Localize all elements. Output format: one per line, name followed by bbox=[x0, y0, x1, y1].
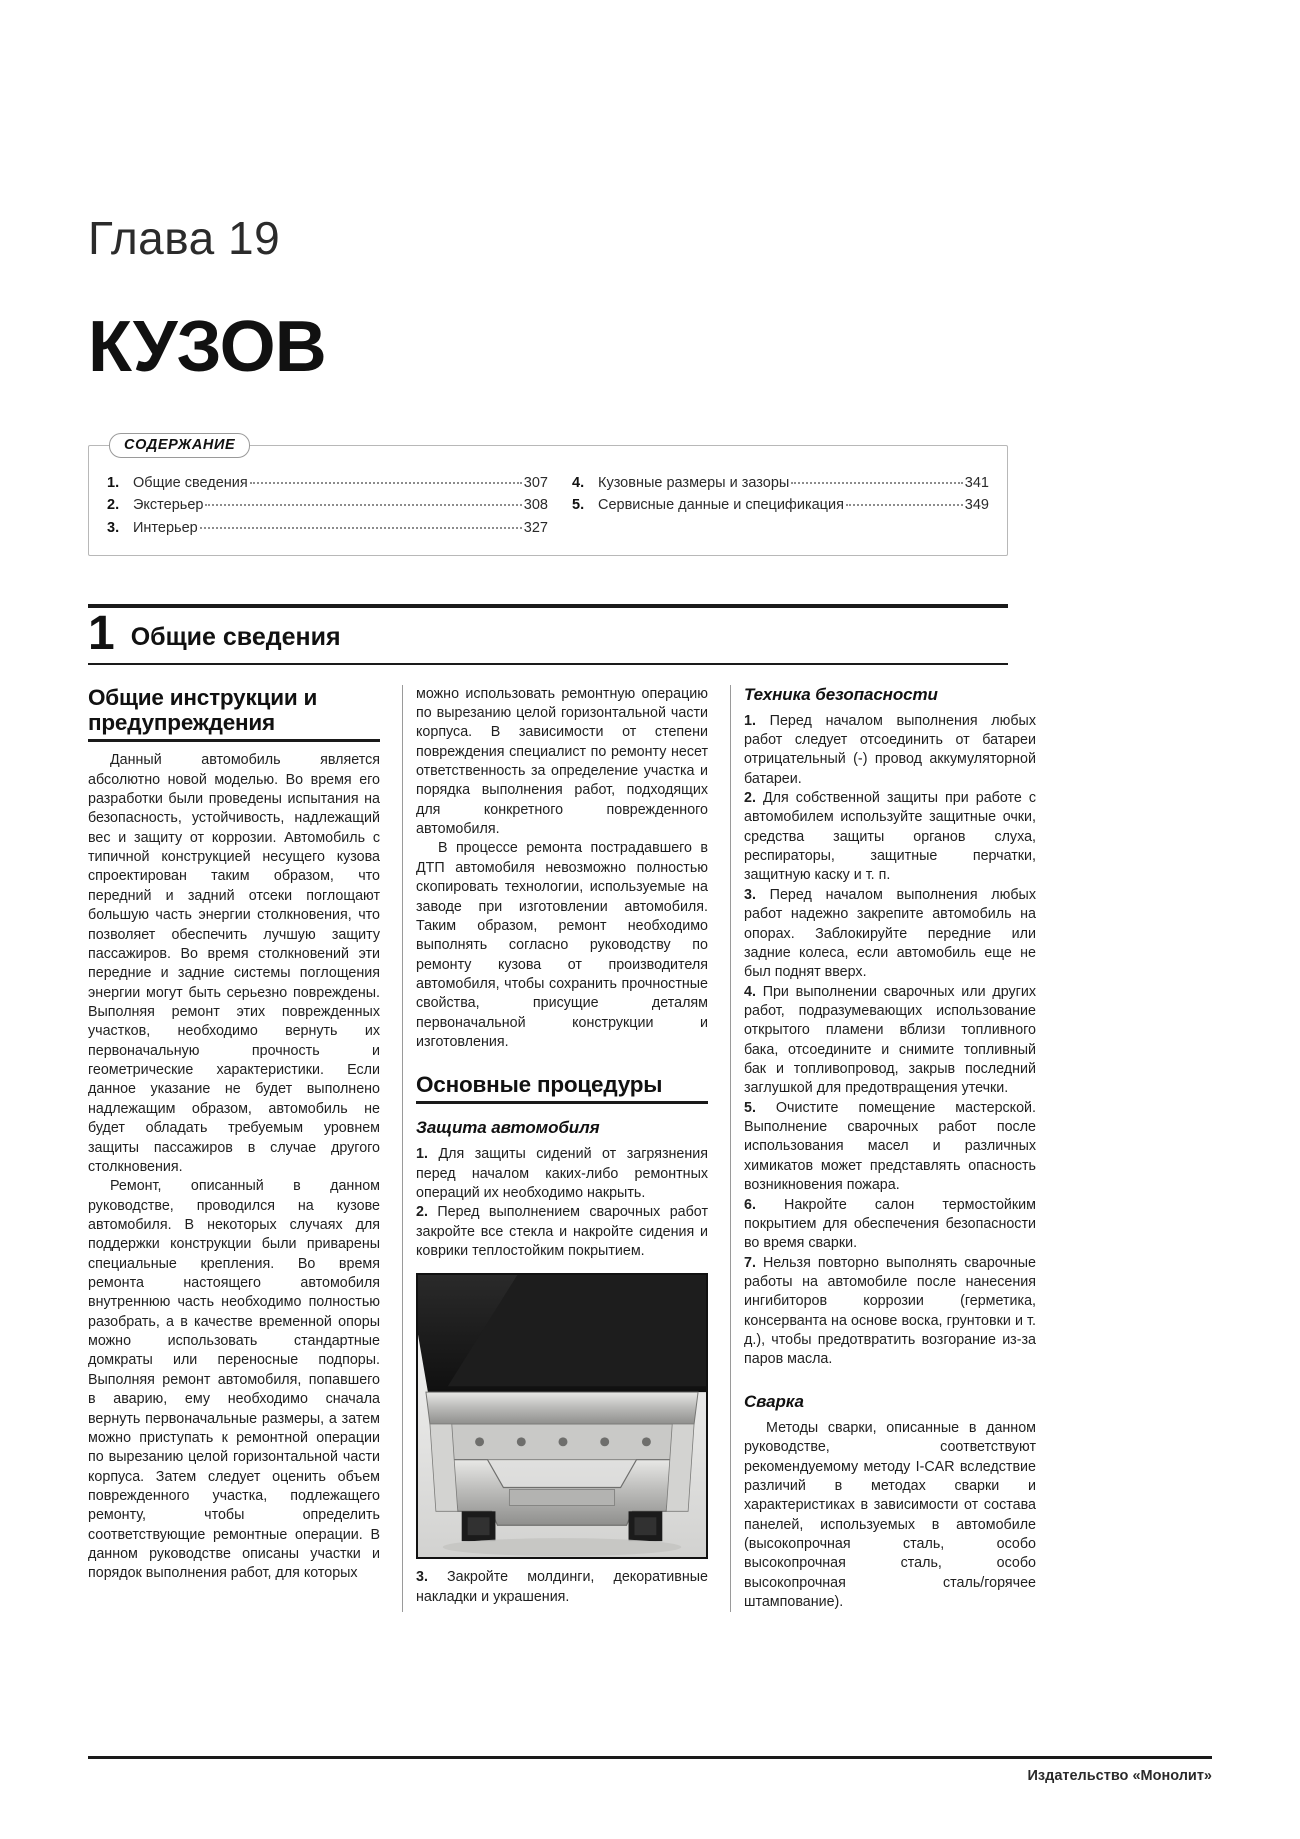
section-header bbox=[88, 604, 1008, 664]
col3-step-1-text: Перед началом выполнения любых работ следует отсоединить от батареи отрицательный (-) провод аккумуляторной батареи. bbox=[744, 712, 1036, 787]
col3-step-5-number: 5. bbox=[744, 1099, 756, 1116]
col3-step-7-number: 7. bbox=[744, 1254, 756, 1271]
col2-step-2-text: Перед выполнением сварочных работ закройте все стекла и накройте сидения и коврики теплостойким покрытием. bbox=[416, 1204, 708, 1260]
toc-entry-number: 5. bbox=[572, 497, 585, 514]
figure-caption-text: Закройте молдинги, декоративные накладки и украшения. bbox=[416, 1569, 708, 1605]
figure-caption-number: 3. bbox=[416, 1569, 428, 1586]
toc-entry-title: Общие сведения bbox=[133, 475, 248, 491]
toc-entry[interactable] bbox=[107, 494, 548, 516]
toc-entry-page: 341 bbox=[964, 475, 989, 491]
col3-step-7 bbox=[744, 1254, 1036, 1370]
col1-heading-rule bbox=[88, 739, 380, 742]
col3-step-5 bbox=[744, 1099, 1036, 1196]
body-columns bbox=[88, 684, 1036, 1613]
body-column-2 bbox=[402, 685, 708, 1613]
chapter-title: КУЗОВ bbox=[88, 307, 326, 387]
col3-heading-safety: Техника безопасности bbox=[744, 684, 938, 704]
toc-entry-number: 4. bbox=[572, 475, 585, 491]
col3-heading-welding: Сварка bbox=[744, 1391, 804, 1411]
toc-entry-number: 1. bbox=[107, 475, 120, 491]
col3-paragraph-1: Методы сварки, описанные в данном руководстве, соответствуют рекомендуемому методу I-CAR вследствие различий в методах сварки и характеристиках в зависимости от состава панелей, используемых в автомобиле (высокопрочная сталь, особо высокопрочная сталь, особо высокопрочная сталь/горячее штампование). bbox=[744, 1419, 1036, 1611]
toc-entry-title: Интерьер bbox=[133, 519, 198, 536]
col2-heading-rule bbox=[416, 1101, 708, 1104]
toc-entry-title: Сервисные данные и спецификация bbox=[598, 497, 844, 514]
body-column-3 bbox=[730, 685, 1036, 1613]
toc-leader-dots bbox=[250, 482, 522, 484]
footer-publisher: Издательство «Монолит» bbox=[1027, 1768, 1212, 1784]
toc-columns bbox=[107, 472, 989, 539]
figure-caption bbox=[416, 1568, 708, 1607]
toc-column-right bbox=[548, 472, 989, 539]
toc-leader-dots bbox=[846, 504, 963, 506]
toc-entry[interactable] bbox=[572, 472, 989, 494]
col3-step-3 bbox=[744, 886, 1036, 983]
body-column-1 bbox=[88, 685, 380, 1613]
col2-heading-main-procedures: Основные процедуры bbox=[416, 1072, 663, 1098]
toc-entry[interactable] bbox=[572, 494, 989, 516]
col2-heading-vehicle-protection: Защита автомобиля bbox=[416, 1118, 600, 1138]
page-content bbox=[88, 0, 1036, 1612]
chapter-label: Глава 19 bbox=[88, 212, 281, 264]
col1-paragraph-1: Данный автомобиль является абсолютно новой моделью. Во время его разработки были проведены испытания на безопасность, устойчивость, надлежащий вес и защиту от коррозии. Автомобиль с типичной конструкцией несущего кузова спроектирован таким образом, что передний и задний отсеки поглощают большую часть энергии столкновения, что позволяет обеспечить лучшую защиту пассажиров. Во время столкновений эти передние и задние системы поглощения энергии могут быть серьезно повреждены. Выполняя ремонт этих поврежденных участков, необходимо вернуть их первоначальную прочность и геометрические характеристики. Если данное указание не будет выполнено надлежащим образом, автомобиль не будет обладать требуемым уровнем защиты пассажиров в случае другого столкновения. bbox=[88, 752, 380, 1175]
figure-vehicle-front-structure-photo bbox=[416, 1273, 708, 1559]
col2-step-1-text: Для защиты сидений от загрязнения перед началом каких-либо ремонтных операций их необходимо накрыть. bbox=[416, 1146, 708, 1201]
toc-tab-label: СОДЕРЖАНИЕ bbox=[109, 433, 250, 458]
toc-leader-dots bbox=[200, 527, 522, 529]
table-of-contents bbox=[88, 437, 1008, 556]
col2-step-1 bbox=[416, 1145, 708, 1203]
col2-paragraph-1: можно использовать ремонтную операцию по вырезанию целой горизонтальной части корпуса. В зависимости от степени повреждения специалист по ремонту несет ответственность за определение участка и порядка выполнения работ, подходящих для конкретного поврежденного автомобиля. bbox=[416, 685, 708, 838]
toc-entry-title: Кузовные размеры и зазоры bbox=[598, 475, 790, 491]
toc-entry[interactable] bbox=[107, 472, 548, 494]
col3-step-1-number: 1. bbox=[744, 712, 756, 729]
col3-step-2-number: 2. bbox=[744, 790, 756, 806]
toc-column-left bbox=[107, 472, 548, 539]
col3-step-7-text: Нельзя повторно выполнять сварочные работы на автомобиле после нанесения ингибиторов коррозии (герметика, консерванта на основе воска, грунтовки и т. д.), чтобы предотвратить возгорание из-за паров масла. bbox=[744, 1254, 1036, 1368]
toc-entry-page: 327 bbox=[523, 519, 548, 536]
toc-entry-page: 349 bbox=[964, 497, 989, 514]
toc-leader-dots bbox=[205, 504, 521, 506]
col3-step-1 bbox=[744, 712, 1036, 789]
col3-step-3-text: Перед началом выполнения любых работ надежно закрепите автомобиль на опорах. Заблокируйте передние или задние колеса, если автомобиль еще не был поднят вверх. bbox=[744, 886, 1036, 981]
section-title: Общие сведения bbox=[130, 622, 341, 651]
toc-entry-page: 307 bbox=[523, 475, 548, 491]
toc-entry-title: Экстерьер bbox=[133, 497, 204, 514]
toc-entry-number: 2. bbox=[107, 497, 120, 514]
toc-entry-number: 3. bbox=[107, 519, 120, 536]
section-rule-bottom bbox=[88, 663, 1008, 665]
col3-step-5-text: Очистите помещение мастерской. Выполнение сварочных работ после использования масел и различных химикатов может представлять опасность возникновения пожара. bbox=[744, 1099, 1036, 1194]
toc-entry-page: 308 bbox=[523, 497, 548, 514]
col3-step-6 bbox=[744, 1196, 1036, 1254]
col1-paragraph-2: Ремонт, описанный в данном руководстве, проводился на кузове автомобиля. В некоторых случаях для поддержки конструкции были приварены специальные крепления. Во время ремонта настоящего автомобиля внутреннюю часть необходимо полностью разобрать, а в качестве временной опоры можно использовать стандартные домкраты или переносные подпоры. Выполняя ремонт автомобиля, попавшего в аварию, ему необходимо сначала вернуть первоначальные размеры, а затем можно приступать к ремонтной операции по вырезанию целой горизонтальной части корпуса. Затем следует оценить объем поврежденного участка, подлежащего ремонту, чтобы определить соответствующие ремонтные операции. В данном руководстве описаны участки и порядок выполнения работ, для которых bbox=[88, 1178, 380, 1582]
col3-step-6-text: Накройте салон термостойким покрытием для обеспечения безопасности во время сварки. bbox=[744, 1196, 1036, 1252]
col2-step-2-number: 2. bbox=[416, 1204, 428, 1221]
col2-step-2 bbox=[416, 1203, 708, 1261]
section-number: 1 bbox=[88, 607, 115, 661]
col3-step-4 bbox=[744, 983, 1036, 1099]
footer-rule bbox=[88, 1756, 1212, 1759]
col3-step-4-number: 4. bbox=[744, 983, 756, 1000]
col3-step-3-number: 3. bbox=[744, 886, 756, 903]
col2-paragraph-2: В процессе ремонта пострадавшего в ДТП автомобиля невозможно полностью скопировать технологии, используемые на заводе при изготовлении автомобиля. Таким образом, ремонт необходимо выполнять согласно руководству по ремонту кузова от производителя автомобиля, чтобы сохранить прочностные свойства, присущие деталям первоначальной конструкции и изготовления. bbox=[416, 840, 708, 1051]
col3-step-2 bbox=[744, 789, 1036, 886]
col3-step-6-number: 6. bbox=[744, 1196, 756, 1213]
col2-step-1-number: 1. bbox=[416, 1146, 428, 1163]
col1-heading: Общие инструкции и предупреждения bbox=[88, 684, 318, 736]
section-header-inner bbox=[88, 608, 1008, 662]
photo-graphic bbox=[418, 1275, 706, 1557]
col3-step-2-text: Для собственной защиты при работе с автомобилем используйте защитные очки, средства защиты органов слуха, респираторы, защитные перчатки, защитную каску и т. п. bbox=[744, 790, 1036, 884]
toc-leader-dots bbox=[791, 482, 962, 484]
col3-step-4-text: При выполнении сварочных или других работ, подразумевающих использование открытого пламени вблизи топливного бака, отсоедините и снимите топливный бак и топливопровод, закрыв последний заглушкой для предотвращения утечки. bbox=[744, 983, 1036, 1097]
toc-entry[interactable] bbox=[107, 517, 548, 539]
page-footer bbox=[88, 1756, 1212, 1784]
